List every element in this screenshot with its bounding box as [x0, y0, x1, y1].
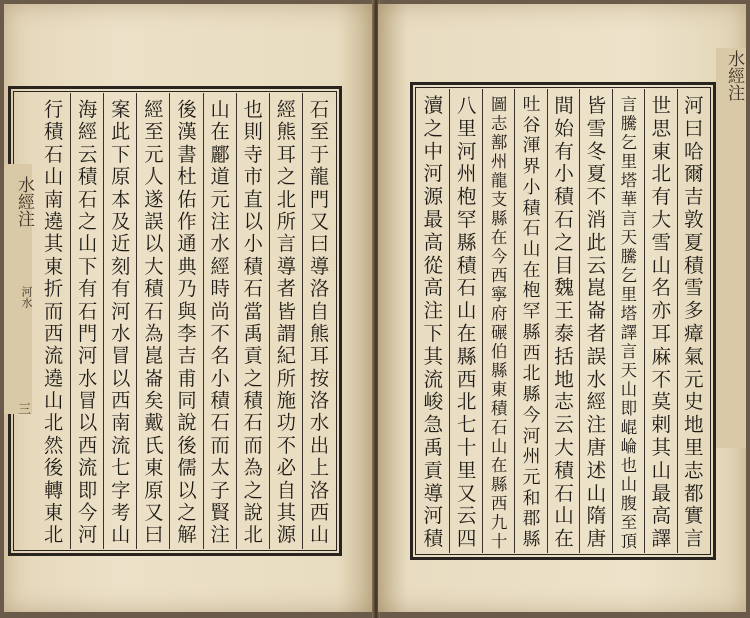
column-text: 河 曰 哈 爾 吉 敦 夏 積 雪 多 瘴 氣 元 史 地 里 志 都 實 言 — [683, 94, 704, 551]
text-column — [269, 93, 303, 549]
column-text: 瀆 之 中 河 源 最 高 從 高 注 下 其 流 峻 急 禹 貢 導 河 積 — [423, 94, 444, 551]
left-columns — [37, 93, 335, 549]
text-column — [417, 89, 449, 553]
left-margin-chapter: 河水 — [20, 286, 33, 308]
text-column — [37, 93, 70, 549]
left-page — [4, 4, 374, 612]
text-column — [169, 93, 203, 549]
left-text-frame — [8, 86, 342, 556]
right-margin-title: 水經注 — [724, 50, 744, 101]
column-text: 吐 谷 渾 界 小 積 石 山 在 枹 罕 縣 西 北 縣 今 河 州 元 和 郡 縣 — [522, 94, 541, 551]
column-text: 圖 志 鄯 州 龍 支 縣 在 今 西 寧 府 碾 伯 縣 東 積 石 山 在 縣 西 九 十 — [490, 95, 508, 551]
column-text: 間 始 有 小 積 石 之 目 魏 王 泰 括 地 志 云 大 積 石 山 在 — [554, 94, 574, 551]
column-text: 經 熊 耳 之 北 所 言 導 者 皆 謂 紀 所 施 功 不 必 自 其 源 — [276, 98, 296, 547]
column-text: 後 漢 書 杜 佑 作 通 典 乃 與 李 吉 甫 同 說 後 儒 以 之 解 — [177, 98, 197, 547]
text-column — [136, 93, 170, 549]
text-column — [644, 89, 677, 553]
text-column — [103, 93, 137, 549]
text-column — [579, 89, 612, 553]
column-text: 海 經 云 積 石 之 山 下 有 石 門 河 水 冒 以 西 流 即 今 河 — [78, 98, 98, 547]
text-column — [612, 89, 645, 553]
text-column — [547, 89, 580, 553]
text-column — [70, 93, 104, 549]
right-columns — [417, 89, 709, 553]
column-text: 皆 雪 冬 夏 不 消 此 云 崑 崙 者 誤 水 經 注 唐 述 山 隋 唐 — [586, 94, 607, 551]
text-column — [514, 89, 547, 553]
column-text: 言 騰 乞 里 塔 華 言 天 騰 乞 里 塔 譯 言 天 山 即 崐 崘 也 山 腹 至 頂 — [620, 95, 638, 551]
text-column — [203, 93, 237, 549]
column-text: 案 此 下 原 本 及 近 刻 有 河 水 冒 以 西 南 流 七 字 考 山 — [111, 98, 131, 547]
right-text-frame — [410, 82, 716, 560]
column-text: 山 在 酈 道 元 注 水 經 時 尚 不 名 小 積 石 而 太 子 賢 注 — [210, 98, 230, 547]
text-column — [482, 89, 515, 553]
column-text: 行 積 石 山 南 遶 其 東 折 而 西 流 遶 山 北 然 後 轉 東 北 — [43, 98, 64, 547]
column-text: 世 思 東 北 有 大 雪 山 名 亦 耳 麻 不 莫 剌 其 山 最 高 譯 — [651, 94, 672, 551]
right-page — [378, 4, 746, 612]
text-column — [449, 89, 482, 553]
column-text: 也 則 寺 市 直 以 小 積 石 當 禹 貢 之 積 石 而 為 之 說 北 — [243, 98, 263, 547]
left-margin-page: 三 — [15, 402, 30, 415]
text-column — [236, 93, 270, 549]
text-column — [302, 93, 336, 549]
text-column — [677, 89, 710, 553]
column-text: 經 至 元 人 遂 誤 以 大 積 石 為 崑 崙 矣 戴 氏 東 原 又 曰 — [144, 98, 164, 547]
column-text: 石 至 于 龍 門 又 曰 導 洛 自 熊 耳 按 洛 水 出 上 洛 西 山 — [309, 98, 330, 547]
left-margin-title: 水經注 — [14, 176, 34, 227]
column-text: 八 里 河 州 枹 罕 縣 積 石 山 在 縣 西 北 七 十 里 又 云 四 — [456, 94, 477, 551]
